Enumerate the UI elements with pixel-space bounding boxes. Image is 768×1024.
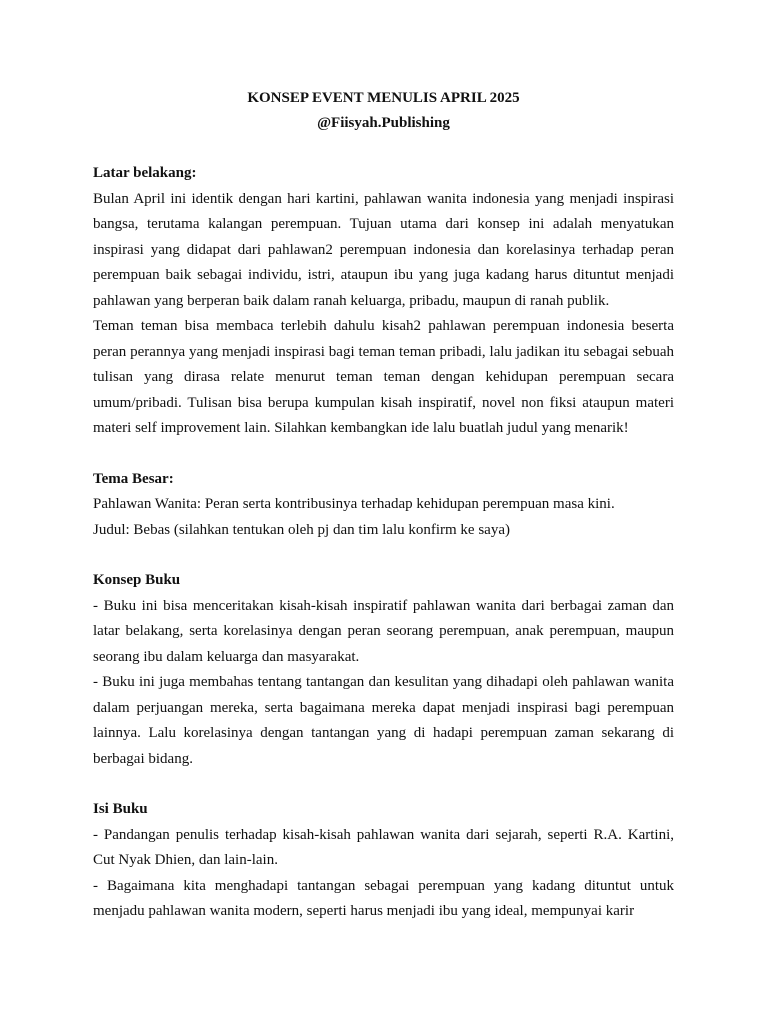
- section-tema-besar: [93, 467, 674, 544]
- paragraph: - Bagaimana kita menghadapi tantangan sebagai perempuan yang kadang dituntut untuk menjadu pahlawan wanita modern, seperti harus menjadi ibu yang ideal, mempunyai karir: [93, 877, 674, 919]
- title-block: [93, 86, 674, 136]
- paragraph: Pahlawan Wanita: Peran serta kontribusinya terhadap kehidupan perempuan masa kini.: [93, 496, 615, 512]
- document-title: KONSEP EVENT MENULIS APRIL 2025: [247, 90, 520, 106]
- section-isi-buku: [93, 797, 674, 925]
- section-latar-belakang: [93, 161, 674, 442]
- section-heading: Tema Besar:: [93, 470, 174, 487]
- section-heading: Isi Buku: [93, 801, 148, 817]
- paragraph: Judul: Bebas (silahkan tentukan oleh pj dan tim lalu konfirm ke saya): [93, 521, 510, 538]
- paragraph: - Pandangan penulis terhadap kisah-kisah pahlawan wanita dari sejarah, seperti R.A. Kartini, Cut Nyak Dhien, dan lain-lain.: [93, 826, 674, 868]
- section-heading: Konsep Buku: [93, 572, 181, 588]
- paragraph: - Buku ini bisa menceritakan kisah-kisah inspiratif pahlawan wanita dari berbagai zaman dan latar belakang, serta korelasinya dengan peran seorang perempuan, anak perempuan, maupun seorang ibu dalam keluarga dan masyarakat.: [93, 597, 674, 665]
- section-konsep-buku: [93, 568, 674, 772]
- section-heading: Latar belakang:: [93, 165, 197, 181]
- paragraph: Bulan April ini identik dengan hari kartini, pahlawan wanita indonesia yang menjadi inspirasi bangsa, terutama kalangan perempuan. Tujuan utama dari konsep ini adalah menyatukan inspirasi yang didapat dari pahlawan2 perempuan indonesia dan korelasinya terhadap peran perempuan baik sebagai individu, istri, ataupun ibu yang juga kadang harus dituntut menjadi pahlawan yang berperan baik dalam ranah keluarga, pribadu, maupun di ranah publik.: [93, 190, 674, 309]
- paragraph: Teman teman bisa membaca terlebih dahulu kisah2 pahlawan perempuan indonesia beserta peran perannya yang menjadi inspirasi bagi teman teman pribadi, lalu jadikan itu sebagai sebuah tulisan yang dirasa relate menurut teman teman dengan kehidupan perempuan secara umum/pribadi. Tulisan bisa berupa kumpulan kisah inspiratif, novel non fiksi ataupun materi materi self improvement lain. Silahkan kembangkan ide lalu buatlah judul yang menarik!: [93, 318, 674, 436]
- paragraph: - Buku ini juga membahas tentang tantangan dan kesulitan yang dihadapi oleh pahlawan wanita dalam perjuangan mereka, serta bagaimana mereka dapat menjadi inspirasi bagi perempuan lainnya. Lalu korelasinya dengan tantangan yang di hadapi perempuan zaman sekarang di berbagai bidang.: [93, 674, 674, 767]
- document-subtitle: @Fiisyah.Publishing: [317, 115, 450, 131]
